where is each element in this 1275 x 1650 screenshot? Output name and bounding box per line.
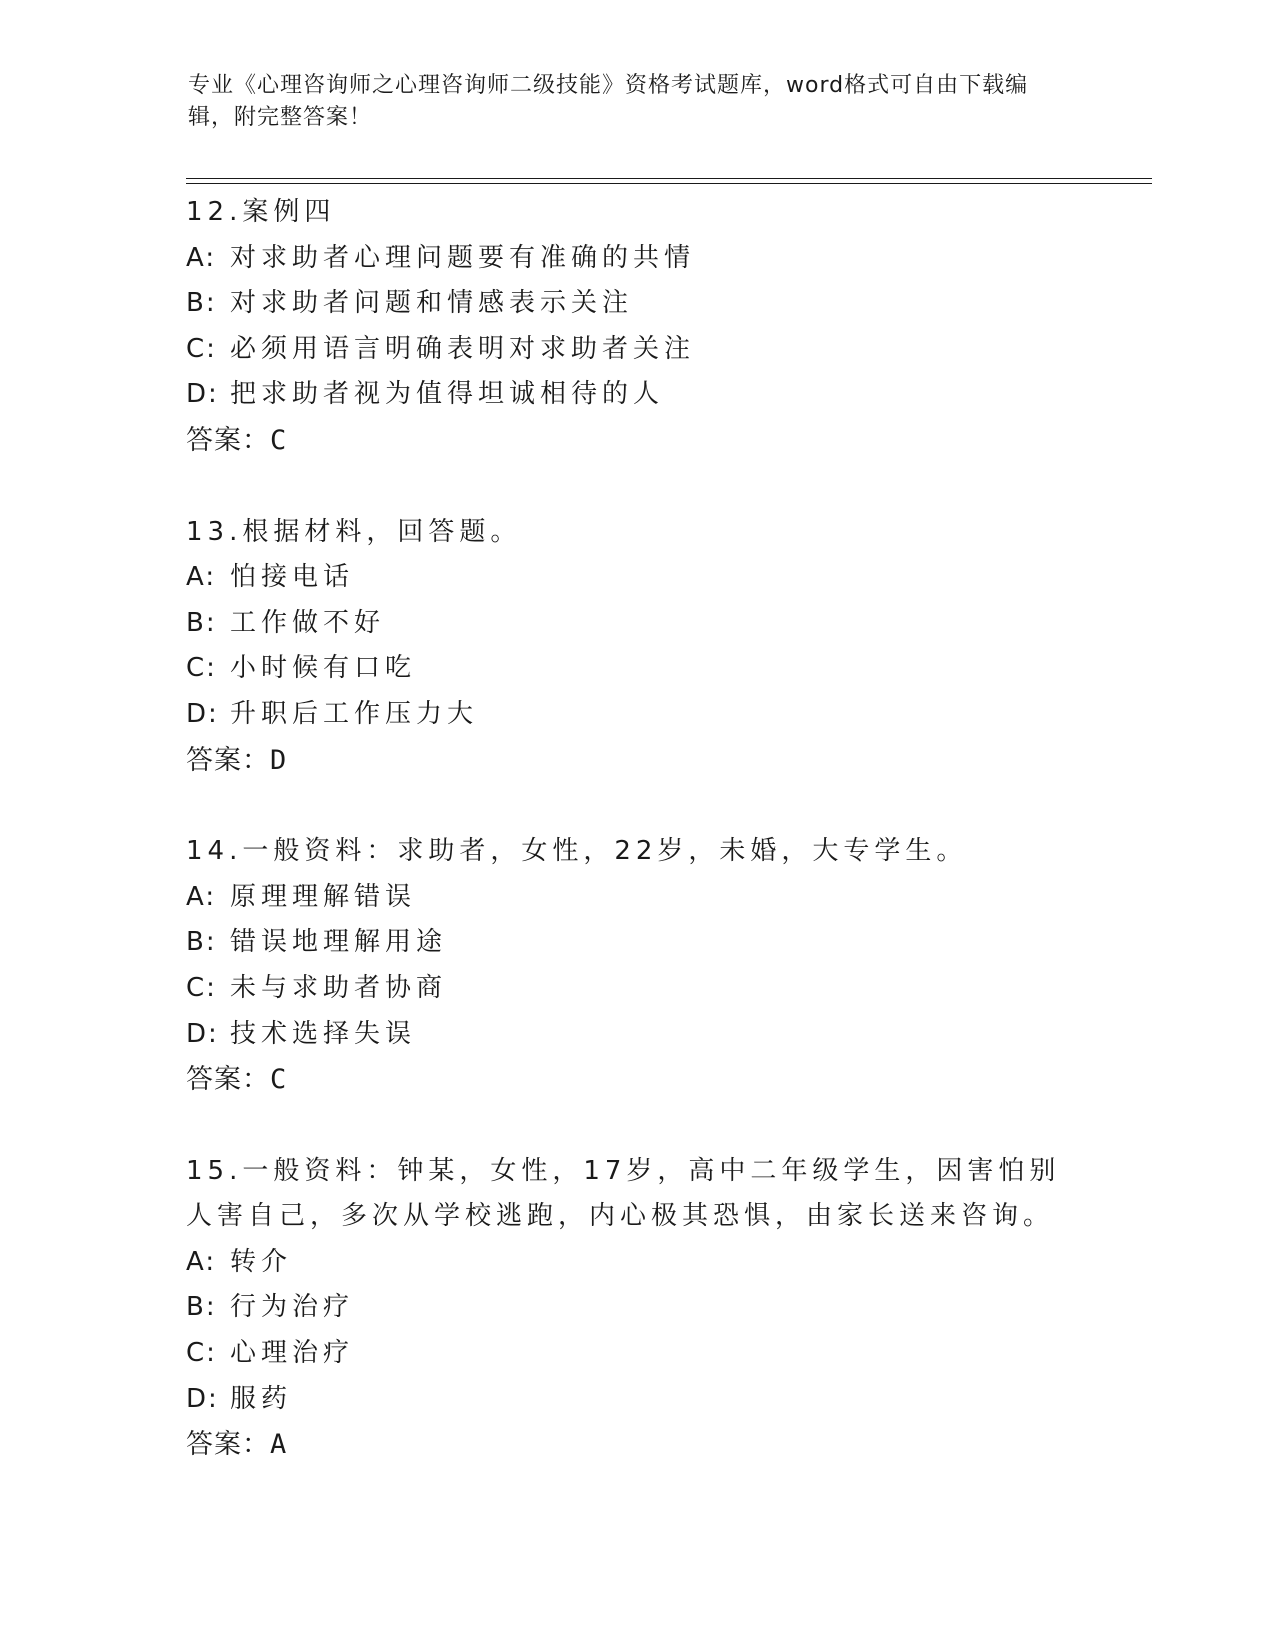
option-text: 未与求助者协商: [230, 972, 448, 1003]
option-letter: B:: [186, 607, 217, 638]
option-a: [186, 236, 1086, 282]
answer-line: [186, 1057, 1086, 1103]
option-text: 服药: [230, 1383, 293, 1414]
option-c: [186, 646, 1086, 692]
answer-value: A: [270, 1429, 288, 1461]
option-text: 工作做不好: [230, 607, 386, 638]
option-text: 转介: [230, 1246, 293, 1277]
question-12: [186, 190, 1086, 464]
option-c: [186, 327, 1086, 373]
answer-value: C: [270, 424, 288, 456]
option-a: [186, 875, 1086, 921]
option-letter: B:: [186, 288, 217, 319]
option-letter: C:: [186, 333, 217, 364]
answer-value: D: [270, 744, 288, 776]
option-letter: A:: [186, 881, 217, 912]
option-d: [186, 692, 1086, 738]
option-letter: C:: [186, 653, 217, 684]
answer-line: [186, 738, 1086, 784]
question-stem: 13.根据材料，回答题。: [186, 516, 522, 547]
option-text: 升职后工作压力大: [230, 698, 479, 729]
option-text: 必须用语言明确表明对求助者关注: [230, 333, 696, 364]
option-letter: C:: [186, 1338, 217, 1369]
option-c: [186, 1331, 1086, 1377]
question-15: [186, 1149, 1086, 1468]
option-text: 对求助者心理问题要有准确的共情: [230, 242, 696, 273]
header-text: 专业《心理咨询师之心理咨询师二级技能》资格考试题库，word格式可自由下载编辑，附完整答案！: [188, 73, 1029, 130]
answer-line: [186, 1422, 1086, 1468]
option-letter: D:: [186, 1383, 219, 1414]
question-stem: 12.案例四: [186, 197, 336, 227]
answer-value: C: [270, 1064, 288, 1096]
option-text: 原理理解错误: [230, 881, 417, 912]
answer-line: [186, 418, 1086, 464]
answer-label: 答案：: [186, 1429, 270, 1461]
option-a: [186, 555, 1086, 601]
option-text: 对求助者问题和情感表示关注: [230, 288, 634, 319]
option-text: 小时候有口吃: [230, 653, 417, 684]
answer-label: 答案：: [186, 1064, 270, 1096]
option-text: 错误地理解用途: [230, 927, 448, 958]
answer-label: 答案：: [186, 744, 270, 776]
question-14: [186, 829, 1086, 1103]
option-text: 行为治疗: [230, 1292, 355, 1323]
option-letter: D:: [186, 1018, 219, 1049]
option-a: [186, 1240, 1086, 1286]
option-letter: A:: [186, 242, 217, 273]
option-c: [186, 966, 1086, 1012]
document-header: [188, 70, 1068, 134]
answer-label: 答案：: [186, 424, 270, 456]
header-rule-bottom: [186, 183, 1152, 184]
option-letter: B:: [186, 927, 217, 958]
option-letter: D:: [186, 379, 219, 410]
option-text: 把求助者视为值得坦诚相待的人: [230, 379, 665, 410]
option-b: [186, 281, 1086, 327]
question-13: [186, 510, 1086, 784]
option-text: 技术选择失误: [230, 1018, 417, 1049]
option-b: [186, 601, 1086, 647]
question-list: [186, 190, 1086, 1514]
option-text: 怕接电话: [230, 562, 355, 593]
option-d: [186, 372, 1086, 418]
option-letter: B:: [186, 1292, 217, 1323]
header-rule-top: [186, 178, 1152, 179]
option-letter: A:: [186, 562, 217, 593]
question-stem: 15.一般资料：钟某，女性，17岁，高中二年级学生，因害怕别人害自己，多次从学校逃跑，内心极其恐惧，由家长送来咨询。: [186, 1155, 1061, 1232]
option-d: [186, 1377, 1086, 1423]
option-letter: C:: [186, 972, 217, 1003]
option-letter: A:: [186, 1246, 217, 1277]
option-b: [186, 1285, 1086, 1331]
option-letter: D:: [186, 698, 219, 729]
option-text: 心理治疗: [230, 1338, 355, 1369]
option-d: [186, 1012, 1086, 1058]
option-b: [186, 920, 1086, 966]
question-stem: 14.一般资料：求助者，女性，22岁，未婚，大专学生。: [186, 836, 968, 867]
